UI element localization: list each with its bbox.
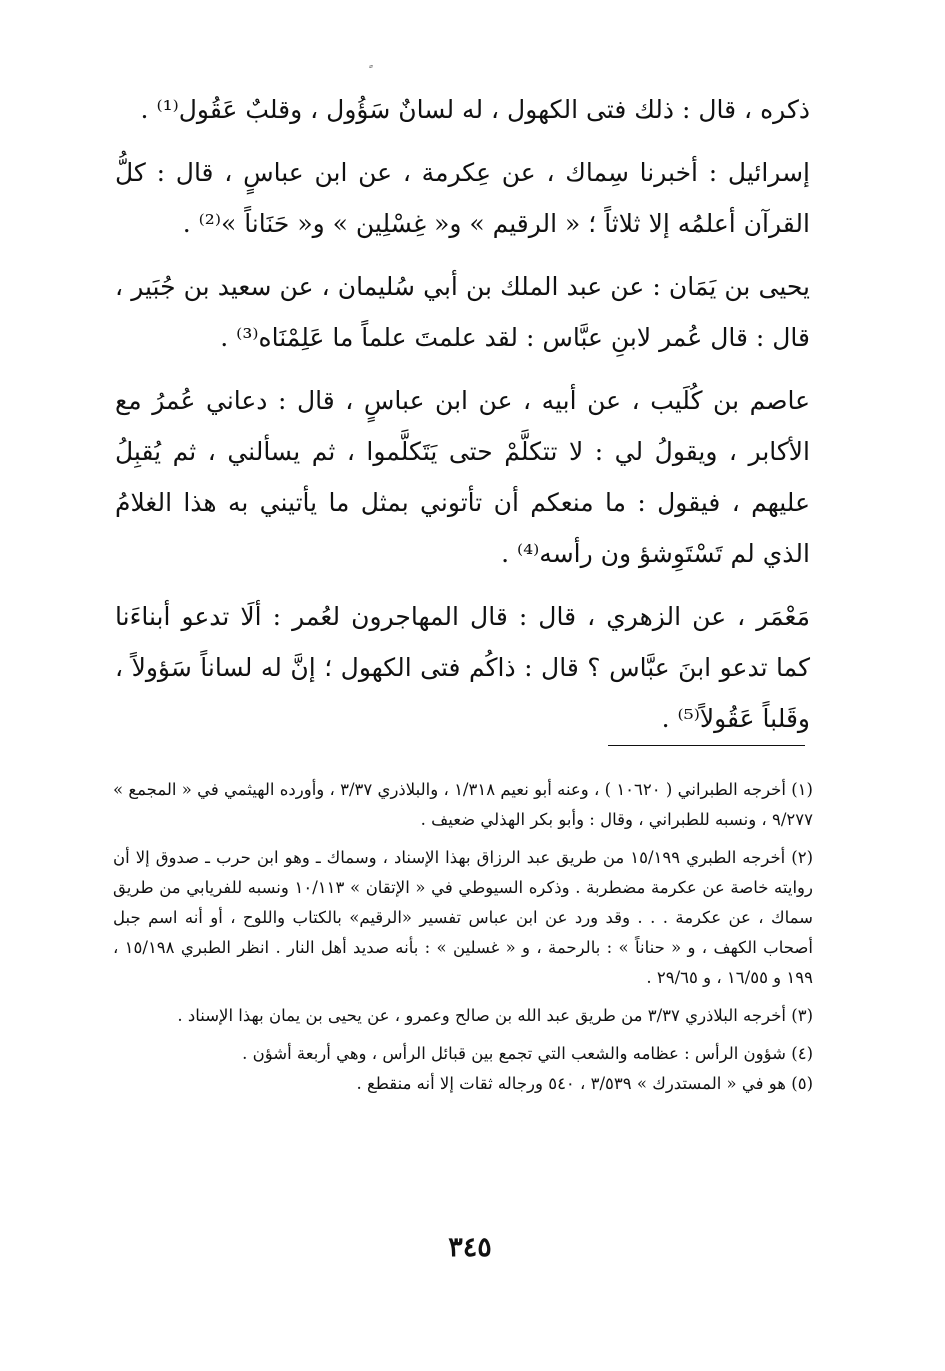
footnote: (١) أخرجه الطبراني ( ١٠٦٢٠ ) ، وعنه أبو نعيم ١/٣١٨ ، والبلاذري ٣/٣٧ ، وأورده الهيثمي في « المجمع » ٩/٢٧٧ ، ونسبه للطبراني ، وقال : وأبو بكر الهذلي ضعيف . [113, 780, 813, 829]
paragraph: عاصم بن كُلَيب ، عن أبيه ، عن ابن عباسٍ ، قال : دعاني عُمرُ مع الأكابر ، ويقولُ لي : لا تتكلَّمْ حتى يَتَكلَّموا ، ثم يسألني ، ثم يُقبِلُ عليهم ، فيقول : ما منعكم أن تأتوني بمثل ما يأتيني به هذا الغلامُ الذي لم تَسْتَوِشؤ ون رأسه⁽⁴⁾ . [115, 386, 810, 568]
paragraph: إسرائيل : أخبرنا سِماك ، عن عِكرمة ، عن ابن عباسٍ ، قال : كلُّ القرآن أعلمُه إلا ثلاثاً ؛ « الرقيم » و« غِسْلِين » و« حَنَاناً »⁽²⁾ . [115, 158, 810, 238]
footnote: (٤) شؤون الرأس : عظامه والشعب التي تجمع بين قبائل الرأس ، وهي أربعة أشؤن . [242, 1044, 813, 1063]
paragraph: مَعْمَر ، عن الزهري ، قال : قال المهاجرون لعُمر : ألَا تدعو أبناءَنا كما تدعو ابنَ عبَّاس ؟ قال : ذاكُم فتى الكهول ؛ إنَّ له لساناً سَؤولاً ، وقَلباً عَقُولاً⁽⁵⁾ . [115, 602, 810, 733]
footnote: (٢) أخرجه الطبري ١٥/١٩٩ من طريق عبد الرزاق بهذا الإسناد ، وسماك ـ وهو ابن حرب ـ صدوق إلا أن روايته خاصة عن عكرمة مضطربة . وذكره السيوطي في « الإتقان » ١٠/١١٣ ونسبه للفريابي من طريق سماك ، عن عكرمة . . . وقد ورد عن ابن عباس تفسير «الرقيم» بالكتاب واللوح ، أو أنه اسم جبل أصحاب الكهف ، و « حناناً » : بالرحمة ، و « غسلين » : بأنه صديد أهل النار . انظر الطبري ١٥/١٩٨ ، ١٩٩ و ١٦/٥٥ ، و ٢٩/٦٥ . [113, 848, 813, 987]
paragraph: ذكره ، قال : ذلك فتى الكهول ، له لسانٌ سَؤُول ، وقلبٌ عَقُول⁽¹⁾ . [140, 95, 810, 124]
footnote: (٣) أخرجه البلاذري ٣/٣٧ من طريق عبد الله بن صالح وعمرو ، عن يحيى بن يمان بهذا الإسناد . [177, 1006, 813, 1025]
main-text [115, 84, 810, 756]
page-number: ٣٤٥ [448, 1232, 492, 1263]
footnote: (٥) هو في « المستدرك » ٣/٥٣٩ ، ٥٤٠ ورجاله ثقات إلا أنه منقطع . [356, 1074, 813, 1093]
paragraph: يحيى بن يَمَان : عن عبد الملك بن أبي سُليمان ، عن سعيد بن جُبَير ، قال : قال عُمر لابنِ عبَّاس : لقد علمتَ علماً ما عَلِمْنَاه⁽³⁾ . [115, 272, 810, 352]
footnote-divider [608, 745, 805, 746]
footnotes [113, 775, 813, 1099]
